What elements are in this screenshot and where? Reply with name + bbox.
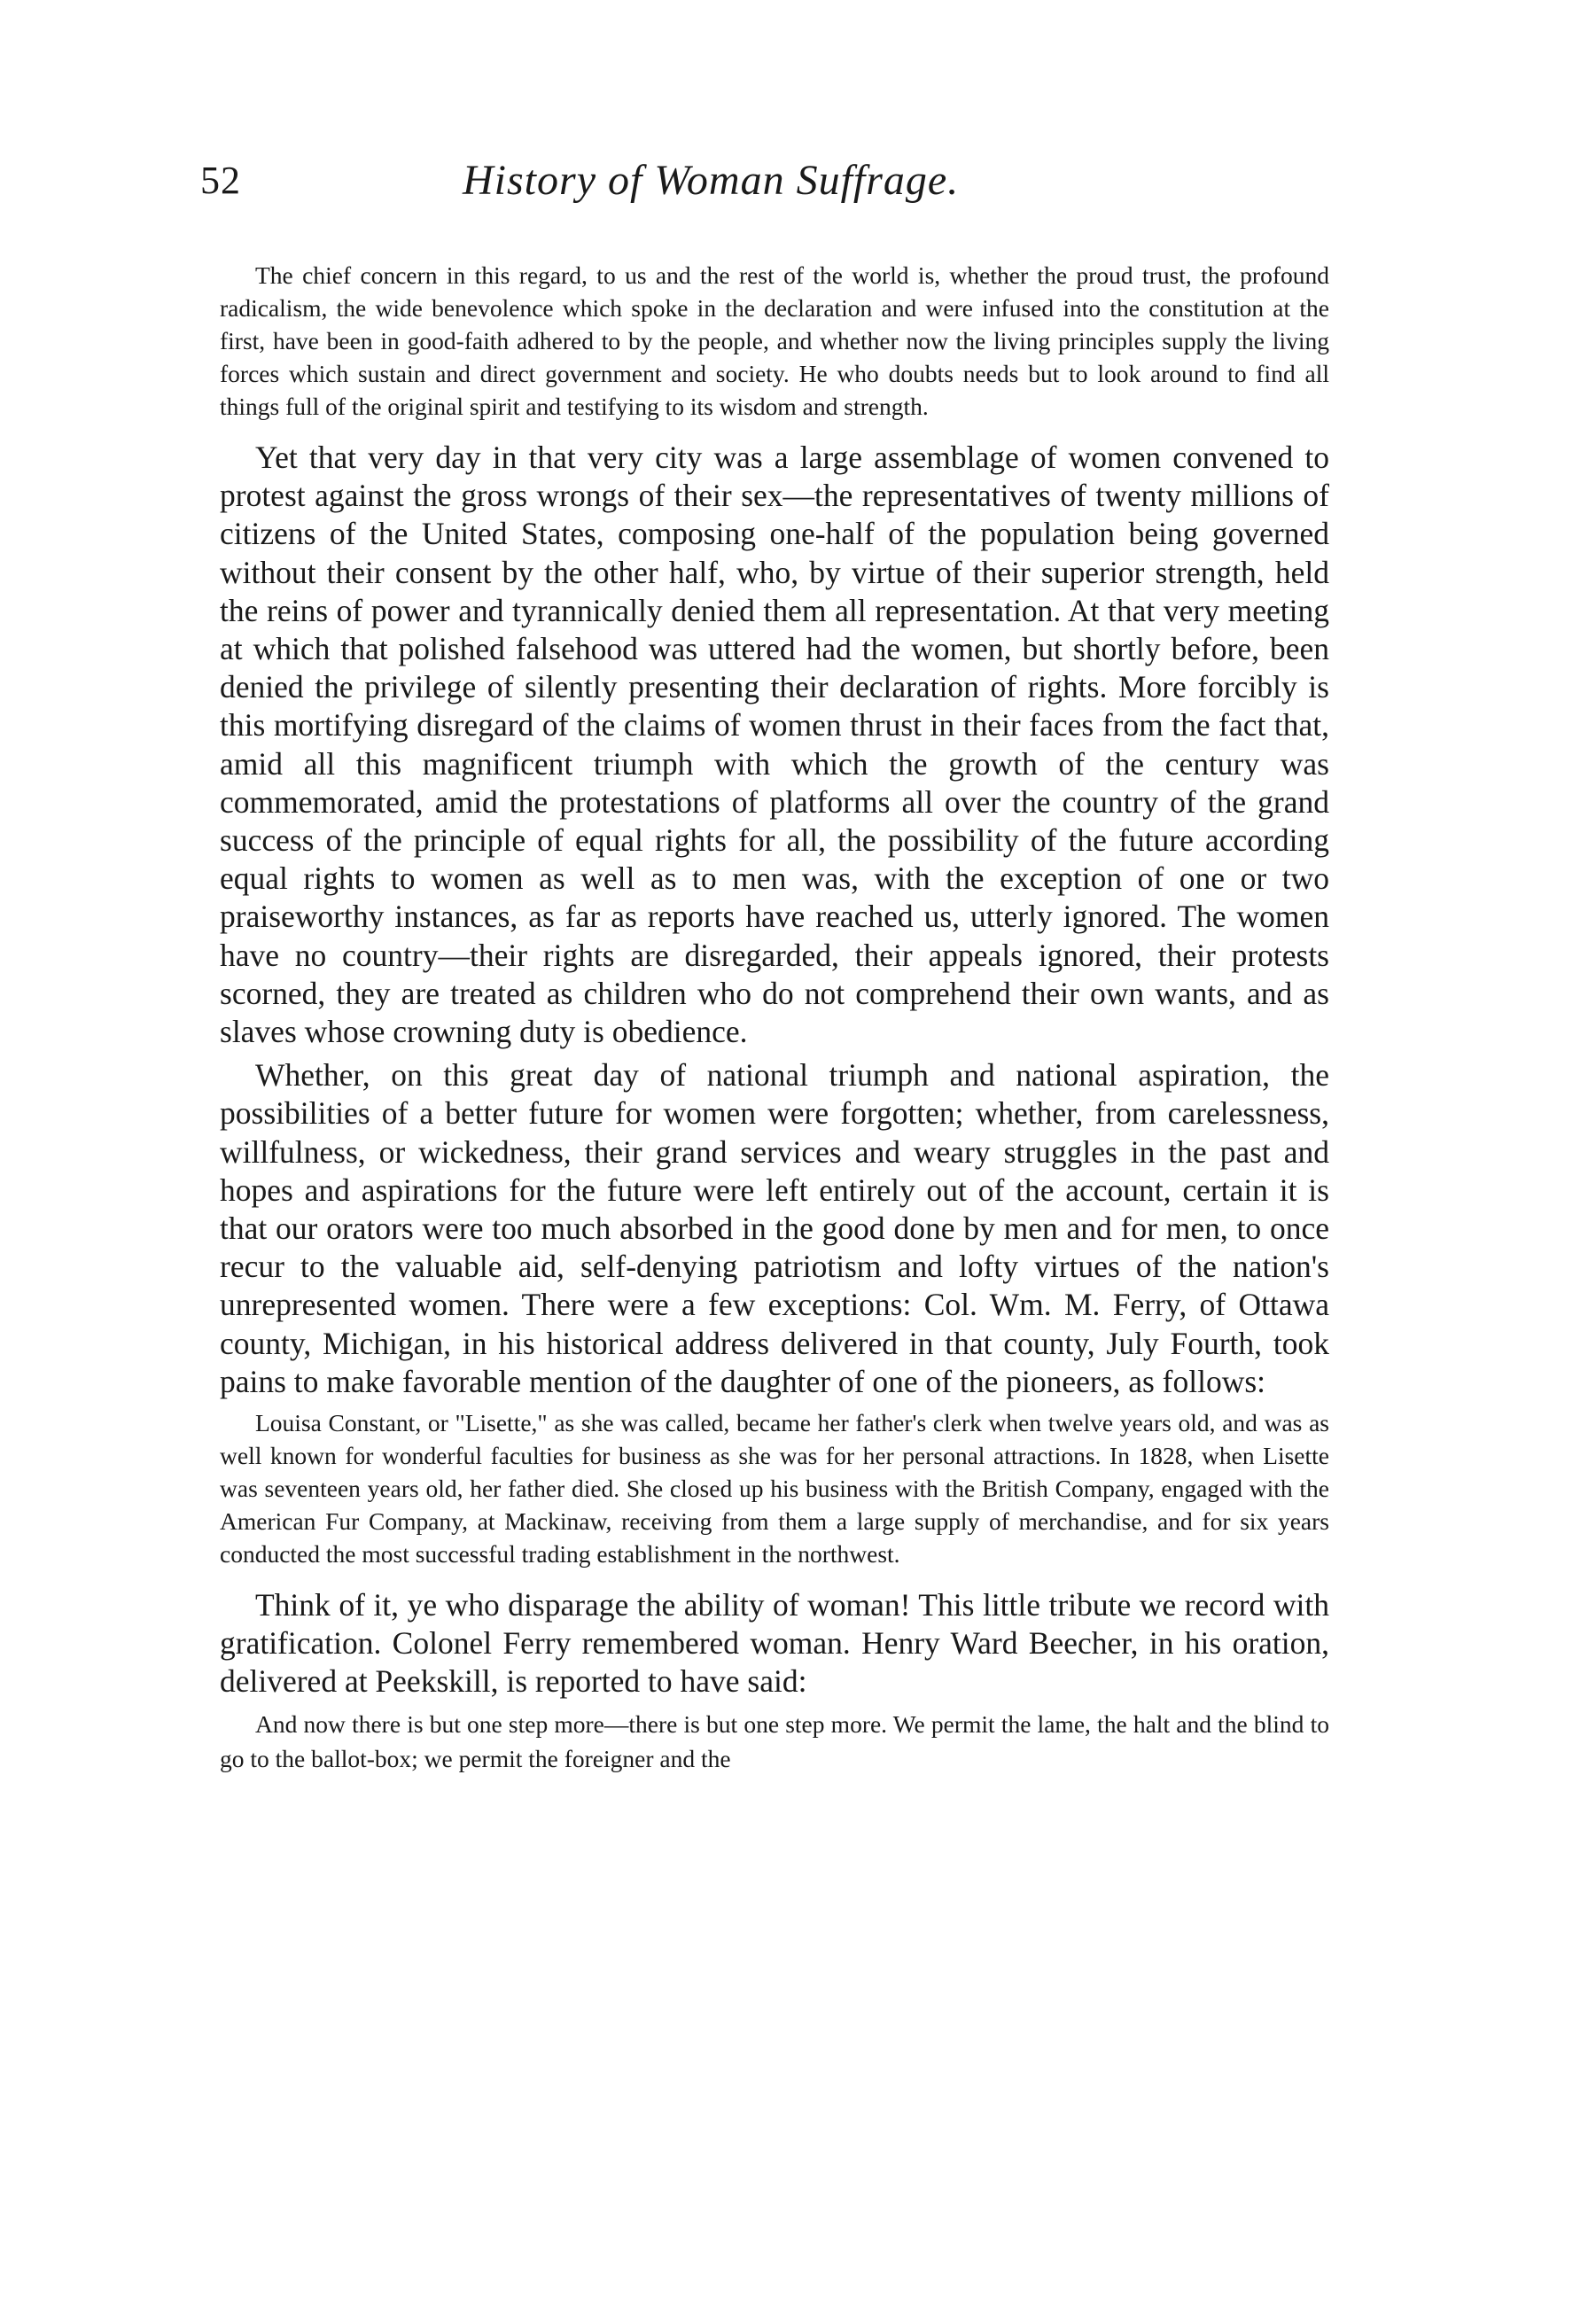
body-paragraph: Think of it, ye who disparage the ability of woman! This little tribute we record with gratification. Colonel Ferry remembered woman. Henry Ward Beecher, in his oration, delivered at Peekskill, is reported to have said: (220, 1587, 1329, 1700)
body-paragraph: Yet that very day in that very city was a large assemblage of women convened to protest against the gross wrongs of their sex—the representatives of twenty millions of citizens of the United States, composing one-half of the population being governed without their consent by the other half, who, by virtue of their superior strength, held the reins of power and tyrannically denied them all representation. At that very meeting at which that polished falsehood was uttered had the women, but shortly before, been denied the privilege of silently presenting their declaration of rights. More forcibly is this mortifying disregard of the claims of women thrust in their faces from the fact that, amid all this magnificent triumph with which the growth of the century was commemorated, amid the protestations of platforms all over the country of the grand success of the principle of equal rights for all, the possibility of the future according equal rights to women as well as to men was, with the exception of one or two praiseworthy instances, as far as reports have reached us, utterly ignored. The women have no country—their rights are disregarded, their appeals ignored, their protests scorned, they are treated as children who do not comprehend their own wants, and as slaves whose crowning duty is obedience. (220, 440, 1329, 1050)
page-header (200, 156, 1352, 227)
page-number: 52 (200, 159, 241, 202)
quoted-paragraph: The chief concern in this regard, to us and the rest of the world is, whether the proud trust, the profound radicalism, the wide benevolence which spoke in the declaration and were infused into the constitution at the first, have been in good-faith adhered to by the people, and whether now the living principles supply the living forces which sustain and direct government and society. He who doubts needs but to look around to find all things full of the original spirit and testifying to its wisdom and strength. (220, 261, 1329, 420)
page-body (220, 259, 1329, 1776)
body-paragraph: Whether, on this great day of national triumph and national aspiration, the possibilities of a better future for women were forgotten; whether, from carelessness, willfulness, or wickedness, their grand services and weary struggles in the past and hopes and aspirations for the future were left entirely out of the account, certain it is that our orators were too much absorbed in the good done by men and for men, to once recur to the valuable aid, self-denying patriotism and lofty virtues of the nation's unrepresented women. There were a few exceptions: Col. Wm. M. Ferry, of Ottawa county, Michigan, in his historical address delivered in that county, July Fourth, took pains to make favorable mention of the daughter of one of the pioneers, as follows: (220, 1057, 1329, 1399)
quoted-paragraph: Louisa Constant, or "Lisette," as she was called, became her father's clerk when twelve years old, and was as well known for wonderful faculties for business as she was for her personal attractions. In 1828, when Lisette was seventeen years old, her father died. She closed up his business with the British Company, engaged with the American Fur Company, at Mackinaw, receiving from them a large supply of merchandise, and for six years conducted the most successful trading establishment in the northwest. (220, 1409, 1329, 1569)
running-title: History of Woman Suffrage. (463, 157, 960, 204)
quoted-paragraph: And now there is but one step more—there is but one step more. We permit the lame, the halt and the blind to go to the ballot-box; we permit the foreigner and the (220, 1709, 1329, 1772)
